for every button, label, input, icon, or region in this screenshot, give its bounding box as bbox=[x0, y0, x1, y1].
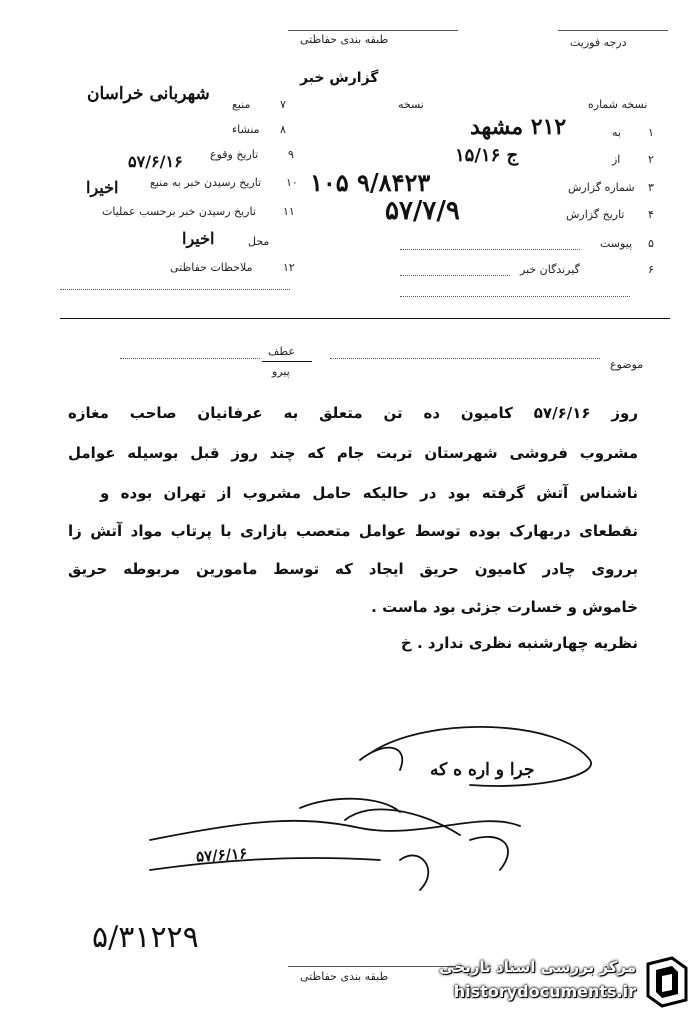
field-3-label: شماره گزارش bbox=[568, 181, 635, 194]
subject-label: موضوع bbox=[610, 358, 644, 371]
body-line-3: ناشناس آتش گرفته بود در حالیکه حامل مشروب از تهران بوده و bbox=[100, 484, 638, 502]
copy-label: نسخه bbox=[398, 98, 424, 111]
body-line-2: مشروب فروشی شهرستان تربت جام که چند روز قبل بوسیله عوامل bbox=[68, 444, 638, 462]
field-8-label: منشاء bbox=[232, 123, 260, 136]
field-11-num: ۱۱ bbox=[283, 205, 295, 218]
bottom-classification: طبقه بندی حفاظتی bbox=[300, 970, 389, 983]
field-11-label: تاریخ رسیدن خبر برحسب عملیات bbox=[102, 205, 256, 218]
field-10-value: اخیرا bbox=[86, 178, 119, 197]
field-1-value: ۲۱۲ مشهد bbox=[470, 114, 567, 140]
opinion-line: نظریه چهارشنبه نظری ندارد . خ bbox=[400, 634, 638, 652]
field-3-num: ۳ bbox=[648, 181, 654, 194]
field-9-value: ۵۷/۶/۱۶ bbox=[128, 152, 183, 171]
field-5-num: ۵ bbox=[648, 237, 654, 250]
signature-1-text: جرا و اره ه که bbox=[430, 760, 535, 780]
field-1-num: ۱ bbox=[648, 126, 654, 139]
field-9-label: تاریخ وقوع bbox=[210, 148, 259, 161]
field-1-label: به bbox=[612, 126, 621, 139]
organization-stamp: شهربانی خراسان bbox=[87, 84, 210, 104]
field-10-label: تاریخ رسیدن خبر به منبع bbox=[150, 176, 262, 189]
reference-atf: عطف bbox=[268, 345, 295, 358]
field-4-label: تاریخ گزارش bbox=[566, 208, 625, 221]
field-12-label: ملاحظات حفاظتی bbox=[170, 261, 253, 274]
signature-date: ۵۷/۶/۱۶ bbox=[195, 844, 248, 866]
field-10-num: ۱۰ bbox=[286, 176, 298, 189]
field-2-label: از bbox=[612, 153, 621, 166]
reference-peyro: پیرو bbox=[272, 365, 290, 378]
location-label: محل bbox=[248, 235, 270, 248]
body-line-1: روز ۵۷/۶/۱۶ کامیون ده تن متعلق به عرفانیان صاحب مغازه bbox=[68, 404, 638, 422]
watermark-logo-icon bbox=[642, 956, 692, 1008]
field-4-value: ۵۷/۷/۹ bbox=[385, 196, 460, 226]
watermark-url: historydocuments.ir bbox=[453, 982, 636, 1001]
watermark-title: مرکز بررسی اسناد تاریخی bbox=[439, 958, 636, 976]
field-2-value: ج ۱۵/۱۶ bbox=[455, 145, 519, 166]
field-4-num: ۴ bbox=[648, 208, 654, 221]
field-6-num: ۶ bbox=[648, 263, 654, 276]
body-line-6: خاموش و خسارت جزئی بود ماست . bbox=[371, 598, 638, 616]
top-classification: طبقه بندی حفاظتی bbox=[300, 33, 389, 46]
field-5-label: پیوست bbox=[600, 237, 633, 250]
watermark bbox=[420, 952, 698, 1014]
field-7-num: ۷ bbox=[280, 98, 286, 111]
field-12-num: ۱۲ bbox=[283, 261, 295, 274]
field-9-num: ۹ bbox=[288, 148, 294, 161]
field-2-num: ۲ bbox=[648, 153, 654, 166]
field-6-label: گیرندگان خبر bbox=[520, 263, 580, 276]
priority-label: درجه فوریت bbox=[570, 36, 627, 49]
field-8-num: ۸ bbox=[280, 123, 286, 136]
handwritten-number: ۵/۳۱۲۲۹ bbox=[92, 920, 199, 955]
location-value: اخیرا bbox=[182, 229, 215, 248]
body-line-5: برروی چادر کامیون حریق ایجاد که توسط مامورین مربوطه حریق bbox=[68, 560, 638, 578]
copy-number-label: نسخه شماره bbox=[588, 98, 648, 111]
field-7-label: منبع bbox=[232, 98, 251, 111]
field-3-value: ۱۰۵ ۹/۸۴۲۳ bbox=[310, 168, 431, 197]
report-title: گزارش خبر bbox=[300, 70, 379, 86]
body-line-4: نقطعای دربهارک بوده توسط عوامل متعصب بازاری با پرتاب مواد آتش زا bbox=[68, 522, 638, 540]
